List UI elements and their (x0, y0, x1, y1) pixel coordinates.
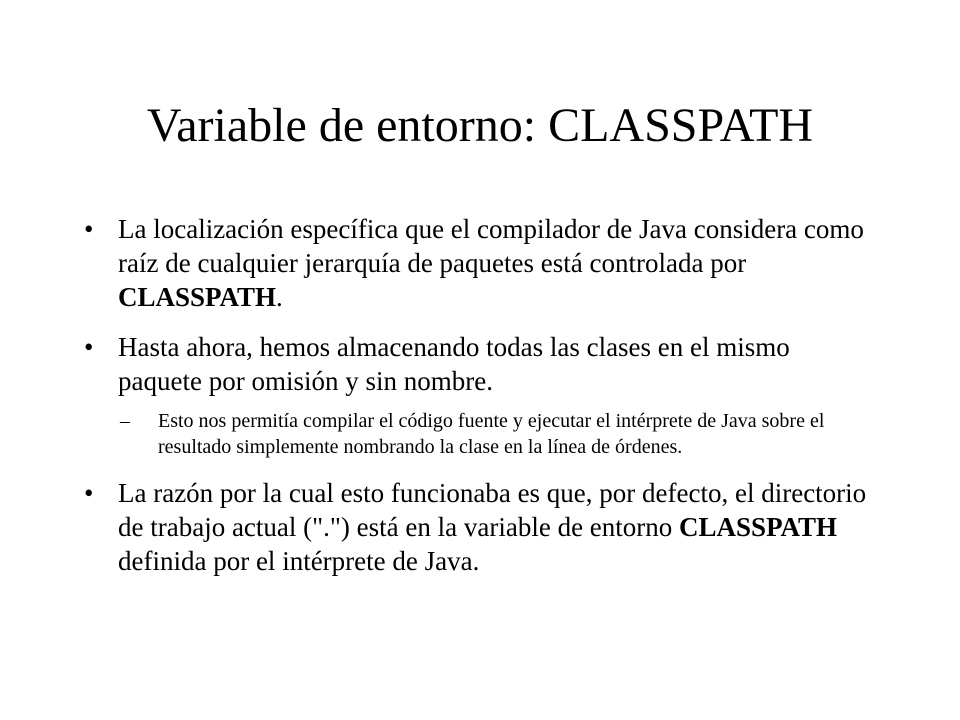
bullet-text-end: . (276, 282, 283, 312)
bullet-marker: • (84, 478, 94, 508)
bullet-item-1 (80, 212, 870, 314)
bullet-bold-term: CLASSPATH (679, 512, 838, 542)
bullet-text: La localización específica que el compilador de Java considera como raíz de cualquier jerarquía de paquetes está controlada por (118, 214, 864, 278)
sub-bullet-marker: – (120, 410, 130, 432)
bullet-text-end: definida por el intérprete de Java. (118, 546, 480, 576)
bullet-text: La razón por la cual esto funcionaba es que, por defecto, el directorio de trabajo actual (".") está en la variable de entorno (118, 478, 867, 542)
bullet-bold-term: CLASSPATH (118, 282, 277, 312)
bullet-marker: • (84, 332, 94, 362)
slide-title: Variable de entorno: CLASSPATH (146, 99, 814, 152)
sub-bullet-text: Esto nos permitía compilar el código fuente y ejecutar el intérprete de Java sobre el resultado simplemente nombrando la clase en la línea de órdenes. (158, 410, 825, 458)
bullet-marker: • (84, 214, 94, 244)
bullet-text: Hasta ahora, hemos almacenando todas las clases en el mismo paquete por omisión y sin nombre. (118, 332, 790, 396)
bullet-item-3 (80, 476, 870, 578)
sub-bullet-item-1 (80, 408, 870, 460)
bullet-item-2 (80, 330, 870, 398)
bullet-list (80, 212, 870, 594)
